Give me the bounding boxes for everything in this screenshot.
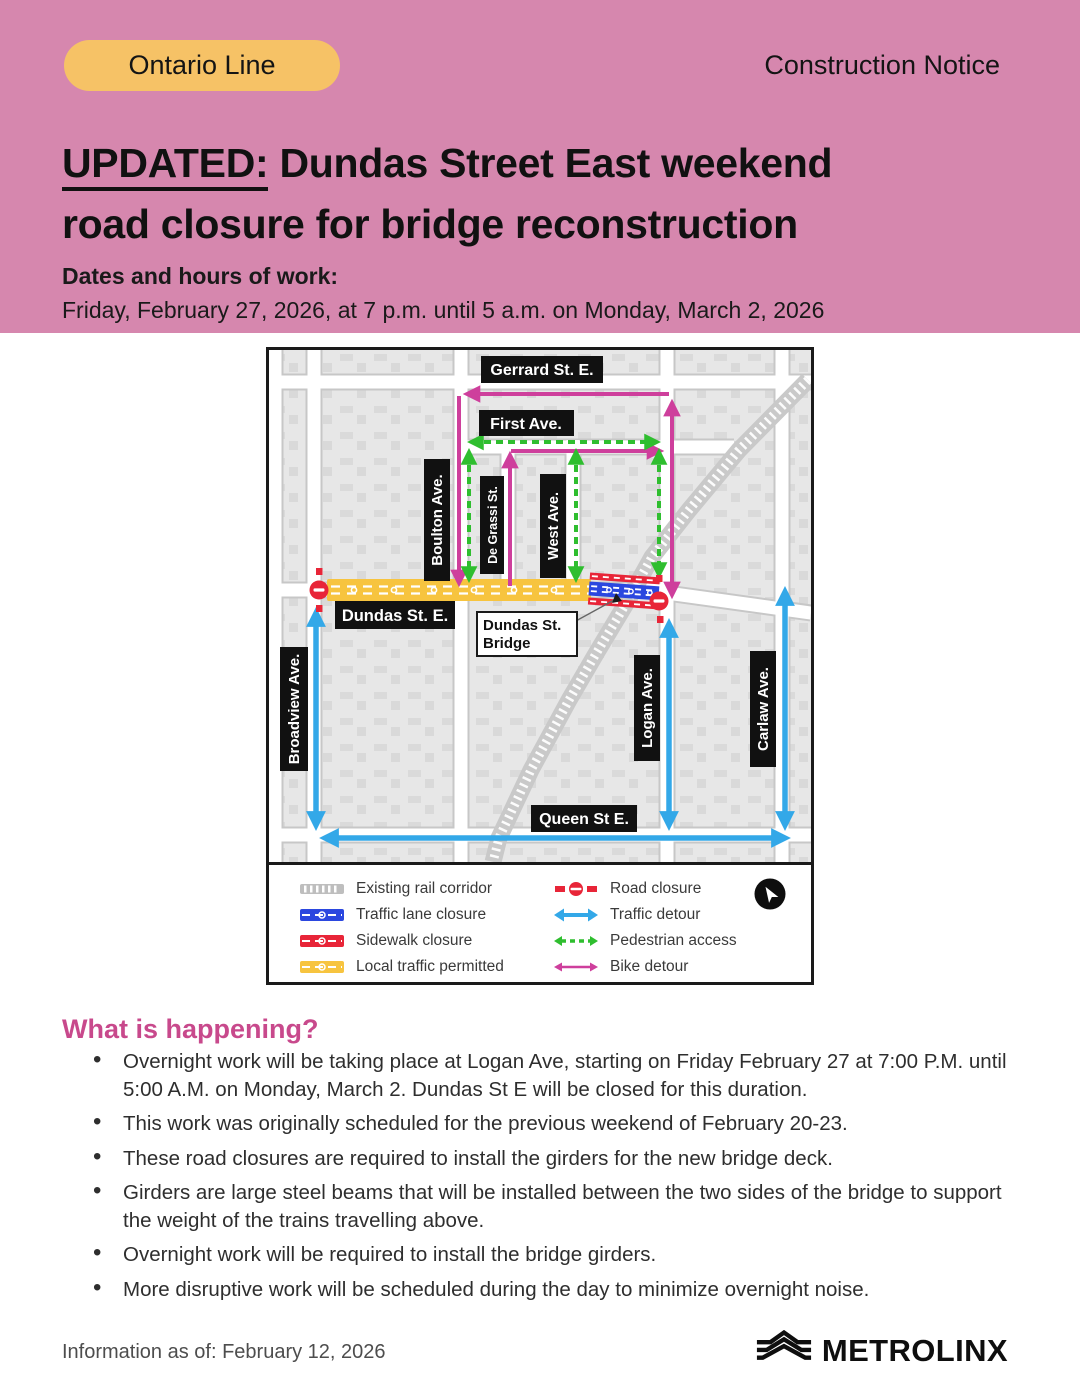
- bullet-item: • This work was originally scheduled for the previous weekend of February 20-23.: [62, 1110, 1012, 1138]
- traffic-detour-icon: [553, 907, 599, 923]
- legend-item-rail: [299, 876, 504, 902]
- legend-item-sidewalk-closure: [299, 928, 504, 954]
- pedestrian-access-icon: [553, 933, 599, 949]
- svg-text:Broadview Ave.: Broadview Ave.: [286, 653, 303, 765]
- legend-label: Existing rail corridor: [356, 880, 493, 897]
- bullet-item: • These road closures are required to install the girders for the new bridge deck.: [62, 1145, 1012, 1173]
- legend-item-local-traffic: [299, 954, 504, 980]
- svg-text:Dundas St. E.: Dundas St. E.: [341, 607, 449, 625]
- legend-label: Sidewalk closure: [356, 932, 473, 949]
- detour-map-card: [266, 347, 814, 985]
- svg-text:First Ave.: First Ave.: [490, 416, 562, 433]
- legend-left-column: [299, 876, 504, 980]
- notice-type-label: Construction Notice: [764, 50, 1000, 80]
- legend-label: Pedestrian access: [610, 932, 737, 949]
- label-boulton: [424, 459, 450, 581]
- north-compass-icon: [753, 877, 787, 916]
- metrolinx-logo-text: METROLINX: [821, 1332, 1008, 1368]
- legend-label: Road closure: [610, 880, 702, 897]
- metrolinx-logo: [755, 1330, 1008, 1371]
- label-gerrard: [481, 356, 603, 383]
- svg-text:Bridge: Bridge: [483, 635, 531, 652]
- local-traffic-icon: [299, 959, 345, 975]
- label-carlaw: [750, 651, 776, 767]
- bike-detour-icon: [553, 959, 599, 975]
- bridge-closure-band: [588, 573, 660, 610]
- legend-item-lane-closure: [299, 902, 504, 928]
- local-traffic-band: [327, 579, 591, 601]
- road-closure-icon: [553, 881, 599, 897]
- svg-text:Queen St E.: Queen St E.: [539, 811, 629, 828]
- legend-right-column: [553, 876, 737, 980]
- ontario-line-badge: [64, 40, 340, 91]
- sidewalk-closure-icon: [299, 933, 345, 949]
- label-first: [479, 410, 574, 436]
- info-as-of: Information as of: February 12, 2026: [62, 1341, 386, 1363]
- legend-label: Local traffic permitted: [356, 958, 504, 975]
- title-updated-underline: UPDATED:: [62, 140, 268, 191]
- svg-text:Dundas St.: Dundas St.: [483, 617, 562, 634]
- traffic-lane-closure-icon: [299, 907, 345, 923]
- label-logan: [634, 655, 660, 761]
- bullet-item: • Overnight work will be required to install the bridge girders.: [62, 1241, 1012, 1269]
- bullet-item: • Girders are large steel beams that will be installed between the two sides of the bridge to support the weight of the trains travelling above.: [62, 1179, 1012, 1234]
- label-dundas: [335, 601, 455, 629]
- what-is-happening-list: [62, 1048, 1012, 1310]
- bullet-item: • Overnight work will be taking place at Logan Ave, starting on Friday February 27 at 7:00 P.M. until 5:00 A.M. on Monday, March 2. Dundas St E will be closed for this duration.: [62, 1048, 1012, 1103]
- svg-text:De Grassi St.: De Grassi St.: [486, 486, 500, 564]
- legend-item-pedestrian-access: [553, 928, 737, 954]
- legend-item-bike-detour: [553, 954, 737, 980]
- label-queen: [531, 805, 637, 832]
- dates-value: Friday, February 27, 2026, at 7 p.m. until 5 a.m. on Monday, March 2, 2026: [62, 297, 825, 323]
- label-broadview: [280, 647, 308, 771]
- dates-label: Dates and hours of work:: [62, 263, 339, 289]
- legend-label: Bike detour: [610, 958, 689, 975]
- svg-text:Gerrard St. E.: Gerrard St. E.: [490, 362, 594, 379]
- legend-item-road-closure: [553, 876, 737, 902]
- map-legend: [269, 862, 811, 982]
- rail-corridor-icon: [299, 881, 345, 897]
- bullet-item: • More disruptive work will be scheduled during the day to minimize overnight noise.: [62, 1276, 1012, 1304]
- svg-text:West Ave.: West Ave.: [546, 492, 562, 560]
- badge-label: Ontario Line: [128, 50, 276, 80]
- label-west: [540, 474, 566, 578]
- svg-text:Logan Ave.: Logan Ave.: [639, 668, 656, 748]
- legend-item-traffic-detour: [553, 902, 737, 928]
- label-de-grassi: [480, 476, 504, 574]
- detour-map: [269, 350, 811, 862]
- svg-text:Boulton Ave.: Boulton Ave.: [429, 474, 446, 566]
- what-is-happening-heading: What is happening?: [62, 1014, 319, 1044]
- svg-text:Carlaw Ave.: Carlaw Ave.: [755, 667, 772, 751]
- page-title: [62, 133, 1012, 255]
- legend-label: Traffic detour: [610, 906, 701, 923]
- label-dundas-bridge: [477, 612, 577, 656]
- header-band: [0, 0, 1080, 333]
- metrolinx-logo-icon: [755, 1330, 813, 1371]
- title-line1: Dundas Street East weekend: [268, 140, 833, 186]
- legend-label: Traffic lane closure: [356, 906, 487, 923]
- title-line2: road closure for bridge reconstruction: [62, 201, 798, 247]
